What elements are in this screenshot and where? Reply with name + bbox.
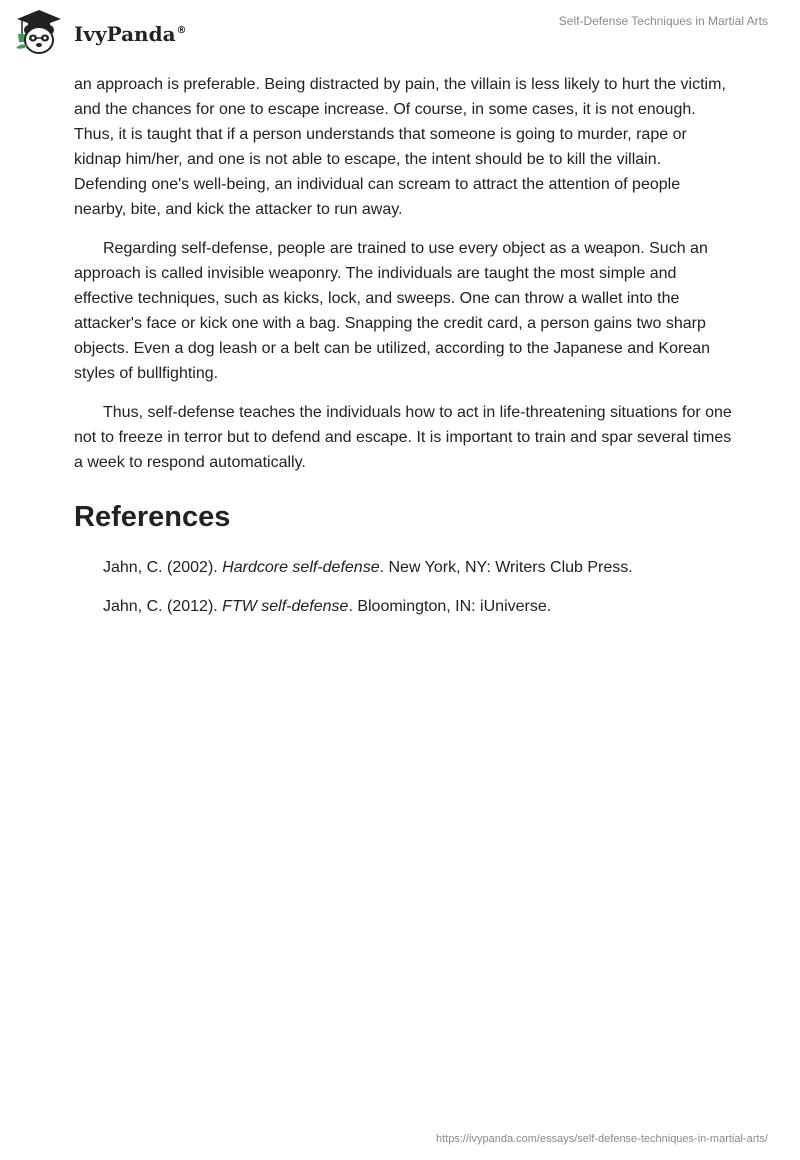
body-paragraph: Thus, self-defense teaches the individuals how to act in life-threatening situations for one not to freeze in terror but to defend and escape. It is important to train and spar several times a week to respond automatically. (74, 404, 732, 471)
body-paragraph: Regarding self-defense, people are trained to use every object as a weapon. Such an approach is called invisible weaponry. The individuals are taught the most simple and effective techniques, such as kicks, lock, and sweeps. One can throw a wallet into the attacker's face or kick one with a bag. Snapping the credit card, a person gains two sharp objects. Even a dog leash or a belt can be utilized, according to the Japanese and Korean styles of bullfighting. (74, 240, 710, 382)
panda-graduate-logo-icon (14, 8, 64, 56)
brand-logo[interactable] (14, 8, 187, 56)
reference-entry: Jahn, C. (2002). Hardcore self-defense. New York, NY: Writers Club Press. (103, 559, 633, 576)
references-heading: References (74, 501, 231, 533)
source-url-link[interactable]: https://ivypanda.com/essays/self-defense-techniques-in-martial-arts/ (436, 1133, 768, 1145)
page-header (0, 0, 800, 64)
essay-content (74, 72, 734, 633)
registered-mark: ® (176, 25, 187, 37)
reference-entry: Jahn, C. (2012). FTW self-defense. Bloomington, IN: iUniverse. (103, 598, 552, 615)
body-paragraph: an approach is preferable. Being distracted by pain, the villain is less likely to hurt the victim, and the chances for one to escape increase. Of course, in some cases, it is not enough. Thus, it is taught that if a person understands that someone is going to murder, rape or kidnap him/her, and one is not able to escape, the intent should be to kill the villain. Defending one's well-being, an individual can scream to attract the attention of people nearby, bite, and kick the attacker to run away. (74, 76, 726, 218)
document-title: Self-Defense Techniques in Martial Arts (558, 14, 768, 28)
reference-title: FTW self-defense (222, 598, 349, 615)
brand-name: IvyPanda® (74, 22, 187, 46)
reference-title: Hardcore self-defense (222, 559, 380, 576)
